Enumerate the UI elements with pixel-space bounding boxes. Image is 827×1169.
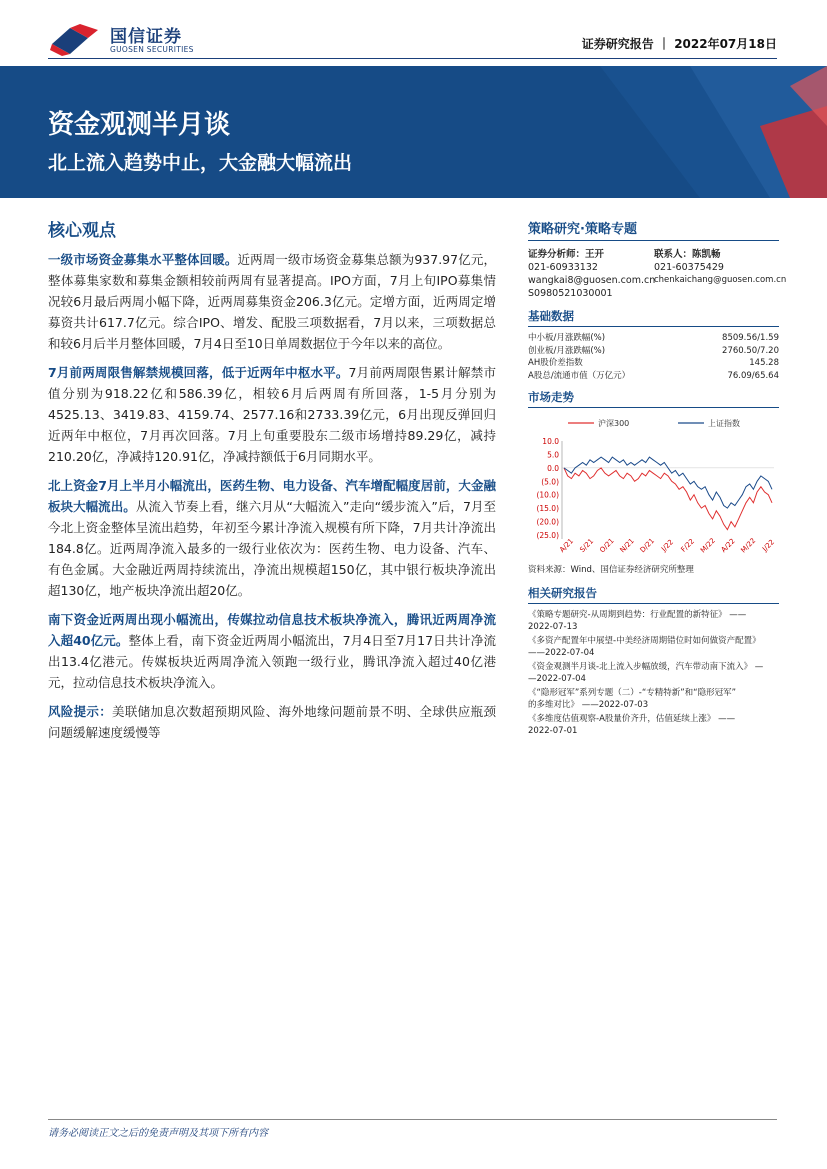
analyst-cert: S0980521030001 [528,288,613,299]
guosen-logo [48,22,198,58]
stat-row: 创业板/月涨跌幅(%) 2760.50/7.20 [528,345,779,356]
related-item[interactable]: 《策略专题研究-从周期到趋势：行业配置的新特征》 —— [528,610,747,620]
core-views [48,216,496,751]
report-type: 证券研究报告 [581,37,654,51]
analyst-email[interactable]: wangkai8@guosen.com.cn [528,275,656,286]
related-list [528,609,779,737]
contact-email[interactable]: chenkaichang@guosen.com.cn [654,275,787,285]
footer-disclaimer: 请务必阅读正文之后的免责声明及其项下所有内容 [48,1128,268,1139]
paragraph-risk [48,701,496,743]
core-title: 核心观点 [48,221,116,241]
y-tick-label: (20.0) [536,517,559,527]
paragraph-unlock [48,362,496,467]
series-line-0 [564,468,772,530]
stat-row: 中小板/月涨跌幅(%) 8509.56/1.59 [528,333,779,343]
para-body: 从流入节奏上看，继六月从“大幅流入”走向“缓步流入”后，7月至今北上资金整体呈流出趋势，年初至今累计净流入规模有所下降，7月共计净流出184.8亿。近两周净流入最多的一级行业依次为：医药生物、电力设备、汽车、有色金属。大金融近两周持续流出，净流出规模超150亿，其中银行板块净流出超130亿，地产板块净流出超20亿。 [48,499,496,598]
legend-label: 上证指数 [708,419,740,428]
x-tick-label: A/22 [719,537,737,555]
related-item[interactable]: 《多维度估值观察-A股量价齐升，估值延续上涨》 —— [528,714,736,724]
x-tick-label: J/22 [660,538,676,554]
para-highlight: 一级市场资金募集水平整体回暖。 [48,252,238,267]
para-body: 美联储加息次数超预期风险、海外地缘问题前景不明、全球供应瓶颈问题缓解速度缓慢等 [48,704,496,740]
related-date: —2022-07-04 [528,674,586,684]
related-item[interactable]: 《资金观测半月谈-北上流入步幅放缓，汽车带动南下流入》 — [528,662,764,672]
y-tick-label: (10.0) [536,490,559,500]
analyst-phone: 021-60933132 [528,262,598,273]
title-banner [0,66,827,198]
contact-name: 联系人：陈凯畅 [654,249,721,260]
para-body: 7月前两周限售累计解禁市值分别为918.22亿和586.39亿，相较6月后两周有所回落，1-5月分别为4525.13、3419.83、4159.74、2577.16和2733.39亿元，6月出现反弹回归近两年中枢位，7月再次回落。7月上旬重要股东二级市场增持89.29亿，减持210.20亿，净减持120.91亿，净减持额低于6月同期水平。 [48,365,496,464]
related-date: 2022-07-01 [528,726,578,736]
contact-info [528,248,787,300]
contact-phone: 021-60375429 [654,262,724,273]
para-highlight: 风险提示： [48,704,113,719]
report-subtitle: 北上流入趋势中止，大金融大幅流出 [48,152,353,174]
analyst-name: 证券分析师：王开 [528,249,605,260]
para-body: 近两周一级市场资金募集总额为937.97亿元，整体募集家数和募集金额相较前两周有显著提高。IPO方面，7月上旬IPO募集情况较6月最后两周小幅下降，近两周募集资金206.3亿元。定增方面，近两周定增募资共计617.7亿元。综合IPO、增发、配股三项数据看，7月以来，三项数据总和较6月后半月整体回暖，7月4日至10日单周数据位于今年以来的高位。 [48,252,496,351]
basic-data-table [528,332,779,382]
topic-title: 策略研究·策略专题 [528,218,779,241]
x-tick-label: D/21 [638,536,657,555]
y-tick-label: (15.0) [536,504,559,514]
x-tick-label: M/22 [699,536,717,555]
legend-label: 沪深300 [598,419,630,428]
x-tick-label: N/21 [618,536,636,555]
para-body: 整体上看，南下资金近两周小幅流出，7月4日至7月17日共计净流出13.4亿港元。传媒板块近两周净流入领跑一级行业，腾讯净流入超过40亿港元，拉动信息技术板块净流入。 [48,633,496,690]
para-highlight: 北上资金7月上半月小幅流出，医药生物、电力设备、汽车增配幅度居前，大金融板块大幅流出。 [48,478,496,514]
series-line-1 [564,457,772,508]
y-tick-label: (25.0) [536,531,559,540]
stat-row: A股总/流通市值（万亿元） 76.09/65.64 [528,370,779,381]
y-tick-label: 10.0 [542,437,559,446]
related-date: 2022-07-13 [528,622,578,632]
sidebar [528,218,787,739]
related-title: 相关研究报告 [528,585,779,604]
x-tick-label: M/22 [739,536,758,555]
y-tick-label: (5.0) [541,477,559,487]
basic-data-title: 基础数据 [528,308,779,327]
stat-row: AH股价差指数 145.28 [528,358,779,368]
report-title: 资金观测半月谈 [48,110,231,140]
logo-text-en: GUOSEN SECURITIES [110,45,194,54]
related-date: 的多维对比》 ——2022-07-03 [528,700,649,710]
para-highlight: 7月前两周限售解禁规模回落，低于近两年中枢水平。 [48,365,349,380]
x-tick-label: J/22 [761,538,777,554]
page-header [0,0,827,66]
market-trend-chart [528,413,779,561]
related-item[interactable]: 《“隐形冠军”系列专题（二）-“专精特新”和“隐形冠军” [528,688,736,698]
report-meta [582,35,777,52]
chart-source: 资料来源：Wind、国信证券经济研究所整理 [528,565,694,575]
related-item[interactable]: 《多资产配置年中展望-中美经济周期错位时如何做资产配置》 [528,636,761,646]
logo-mark-icon [48,22,104,58]
x-tick-label: A/21 [558,537,576,555]
analyst-info [528,248,656,300]
header-divider [48,58,777,59]
paragraph-southbound [48,609,496,693]
logo-text-cn: 国信证券 [110,27,182,47]
market-chart-svg [528,413,779,561]
x-tick-label: O/21 [598,536,616,555]
meta-divider: ｜ [658,37,675,51]
report-date: 2022年07月18日 [674,37,777,51]
contact-person-info [654,248,787,300]
x-tick-label: F/22 [679,537,697,554]
related-date: ——2022-07-04 [528,648,595,658]
footer-divider [48,1119,777,1120]
market-trend-title: 市场走势 [528,389,779,408]
y-tick-label: 0.0 [547,463,559,473]
para-highlight: 南下资金近两周出现小幅流出，传媒拉动信息技术板块净流入，腾讯近两周净流入超40亿元。 [48,612,496,648]
paragraph-primary-market [48,249,496,354]
y-tick-label: 5.0 [547,450,559,460]
x-tick-label: S/21 [578,537,596,554]
paragraph-northbound [48,475,496,601]
